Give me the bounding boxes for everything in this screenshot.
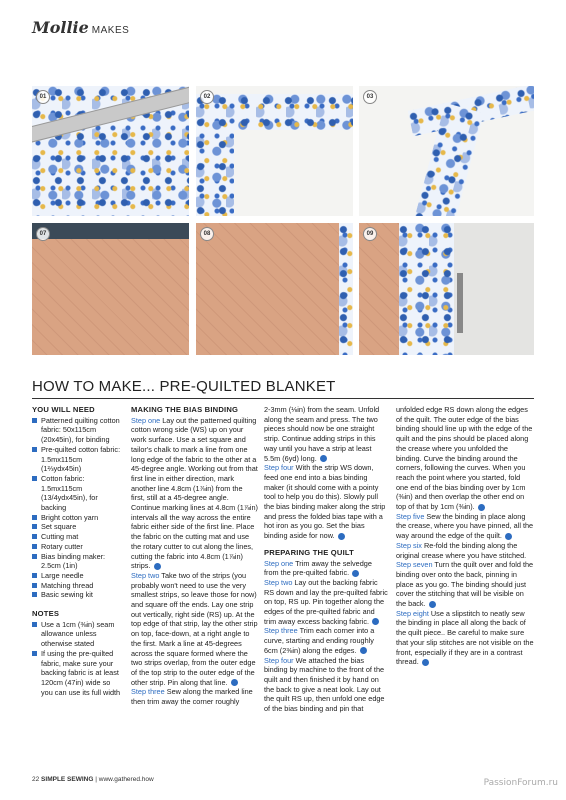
notes-heading: NOTES [32, 609, 60, 619]
list-item: Use a 1cm (⅜in) seam allowance unless otherwise stated [32, 620, 124, 649]
list-item: Rotary cutter [32, 542, 124, 552]
website-url: www.gathered.how [98, 776, 154, 783]
step-text: Turn the quilt over and fold the binding over onto the back, pinning in place as you go. The binding should just cover the stitching that will be visible on the back. [396, 560, 534, 609]
footer-separator: | [95, 776, 97, 783]
step-label: Step two [264, 577, 293, 587]
photo-number: 03 [363, 90, 377, 104]
photo-number: 01 [36, 90, 50, 104]
step-paragraph [396, 512, 534, 541]
photo-ref-icon [231, 679, 238, 686]
photo-ref-icon [429, 601, 436, 608]
step-text: Sew along the marked line then trim away the corner roughly [131, 687, 253, 707]
photo-ref-icon [478, 504, 485, 511]
photo-ref-icon [360, 647, 367, 654]
list-item: Basic sewing kit [32, 590, 124, 600]
step-label: Step four [264, 463, 294, 473]
step-paragraph [131, 571, 258, 687]
photo-number: 09 [363, 227, 377, 241]
step-text: Use a slipstitch to neatly sew the binding in place all along the back of the quilt piece.. Be careful to make sure that your slip stitches are not visible on the front, especially if they are in a contrast thread. [396, 608, 534, 667]
photo-step-08 [196, 223, 353, 355]
photo-step-03 [359, 86, 534, 216]
step-text: With the strip WS down, feed one end into a bias binding maker (it should come with a pointy tool to help you do this). Slowly pull the bias binding maker along the strip and press the folded bias tape with a hot iron as you go. Set the bias binding aside for now. [264, 463, 386, 541]
step-paragraph [264, 463, 388, 541]
list-item: Cotton fabric: 1.5mx115cm (13/4ydx45in), for backing [32, 474, 124, 513]
paragraph [264, 405, 388, 463]
magazine-name: SIMPLE SEWING [41, 776, 94, 783]
photo-step-02 [196, 86, 353, 216]
photo-step-01 [32, 86, 189, 216]
list-item: Bias binding maker: 2.5cm (1in) [32, 552, 124, 571]
step-text: Trim away the selvedge from the pre-quilted fabric. [264, 558, 372, 578]
step-text: Sew the binding in place along the crease, where you have pinned, all the way around the edge of the quilt. [396, 511, 534, 541]
step-text: We attached the bias binding by machine to the front of the quilt and then finished it by hand on the back to give a neat look. Lay out the quilt RS up, then unfold one edge of the bias binding and pin that [264, 655, 385, 714]
step-label: Step four [264, 655, 294, 665]
step-label: Step five [396, 511, 425, 521]
step-paragraph [264, 656, 388, 714]
paragraph [396, 405, 534, 512]
step-paragraph [396, 541, 534, 560]
section-heading: PREPARING THE QUILT [264, 547, 355, 557]
list-item: Set square [32, 522, 124, 532]
step-label: Step one [264, 558, 294, 568]
step-label: Step three [264, 626, 298, 636]
photo-ref-icon [154, 563, 161, 570]
step-paragraph [264, 578, 388, 627]
watermark: PassionForum.ru [483, 778, 558, 788]
photo-ref-icon [352, 570, 359, 577]
step-text: Lay out the backing fabric RS down and lay the pre-quilted fabric on top, RS up. Pin together along the edges of the pre-quilted fabric and trim away excess backing fabric. [264, 577, 388, 626]
step-paragraph [396, 609, 534, 667]
column-preparing-quilt [264, 405, 388, 714]
list-item: Bright cotton yarn [32, 513, 124, 523]
step-text: Take two of the strips (you probably won't need to use the very smallest strips, so leave those for now) and square off the ends. Lay one strip out vertically, right side (RS) up. At the top edge of that strip, lay the other strip on top, face-down, at a right angle to the first. Mark a line at 45-degrees across the square formed where the two strips overlap, from the outer edge of the top strip to the outer edge of the other strip. Pin along that line. [131, 570, 258, 687]
step-text: Lay out the patterned quilting cotton wrong side (WS) up on your work surface. Use a set square and tailor's chalk to mark a line from one long edge of the fabric to the other at a 45-degree angle. Working out from that first line in either direction, mark another line 4.8cm (1⅞in) from the first, still at a 45-degree angle. Continue marking lines at 4.8cm (1⅞in) intervals all the way across the entire fabric either side of the first line. Place the fabric on the cutting mat and use the rotary cutter to cut along the lines, cutting the fabric into 4.8cm (1⅞in) strips. [131, 415, 258, 571]
step-label: Step two [131, 570, 160, 580]
photo-number: 08 [200, 227, 214, 241]
step-text: unfolded edge RS down along the edges of the quilt. The outer edge of the bias binding should line up with the edge of the quilt and the pins should be placed along the crease where you unfolded the binding. Curve the binding around the corners, following the curves. When you reach the point where you started, fold one end of the bias binding over by 1cm (⅜in) and then overlap the other end on top of that by 1cm (⅜in). [396, 405, 533, 512]
magazine-header [32, 18, 129, 38]
photo-ref-icon [505, 533, 512, 540]
section-label: MAKES [91, 25, 130, 36]
list-item: Pre-quilted cotton fabric: 1.5mx115cm (1⅔ydx45in) [32, 445, 124, 474]
materials-list [32, 416, 124, 600]
list-item: If using the pre-quilted fabric, make sure your backing fabric is at least 120cm (47in) wide so you can use its full width [32, 649, 124, 698]
step-label: Step seven [396, 560, 433, 570]
column-binding-finish [396, 405, 534, 667]
title-rule [32, 398, 534, 399]
step-label: Step one [131, 415, 161, 425]
page-number: 22 [32, 776, 40, 783]
brand-logo: Mollie [32, 18, 89, 37]
section-heading: MAKING THE BIAS BINDING [131, 405, 239, 414]
step-text: Re-fold the binding along the original crease where you have stitched. [396, 540, 527, 560]
list-item: Matching thread [32, 581, 124, 591]
photo-ref-icon [422, 659, 429, 666]
step-label: Step three [131, 687, 165, 697]
photo-ref-icon [372, 618, 379, 625]
step-paragraph [396, 560, 534, 609]
page-footer [32, 776, 154, 783]
list-item: Cutting mat [32, 532, 124, 542]
list-item: Large needle [32, 571, 124, 581]
materials-heading: YOU WILL NEED [32, 405, 95, 414]
step-text: 2-3mm (⅛in) from the seam. Unfold along the seam and press. The two pieces should now be one straight strip. Continue adding strips in this way until you have a strip at least 5.5m (6yd) long. [264, 405, 380, 463]
step-label: Step eight [396, 608, 429, 618]
photo-step-09 [359, 223, 534, 355]
step-paragraph [264, 626, 388, 655]
column-bias-binding [131, 405, 258, 707]
step-paragraph [131, 416, 258, 571]
photo-ref-icon [320, 455, 327, 462]
photo-step-07 [32, 223, 189, 355]
page-title: HOW TO MAKE... PRE-QUILTED BLANKET [32, 378, 336, 395]
step-text: Trim each corner into a curve, starting and ending roughly 6cm (2⅜in) along the edges. [264, 626, 375, 655]
step-paragraph [131, 687, 258, 706]
notes-list [32, 620, 124, 698]
photo-number: 02 [200, 90, 214, 104]
column-you-will-need [32, 405, 124, 697]
photo-ref-icon [338, 533, 345, 540]
step-paragraph [264, 559, 388, 578]
step-label: Step six [396, 540, 422, 550]
photo-number: 07 [36, 227, 50, 241]
list-item: Patterned quilting cotton fabric: 50x115cm (20x45in), for binding [32, 416, 124, 445]
